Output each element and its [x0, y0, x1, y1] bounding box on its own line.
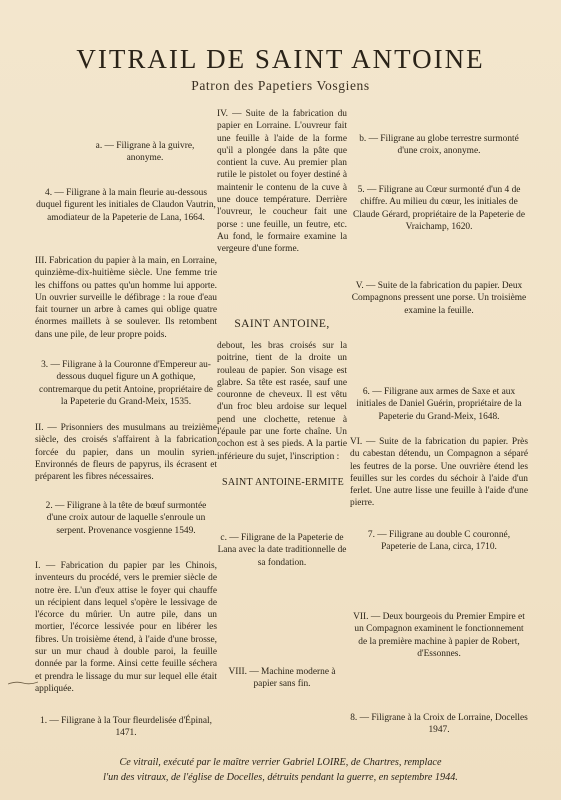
caption-b: b. — Filigrane au globe terrestre surmonté d'une croix, anonyme. — [359, 134, 519, 157]
caption-7: 7. — Filigrane au double C couronné, Papeterie de Lana, circa, 1710. — [367, 530, 511, 553]
page-subtitle: Patron des Papetiers Vosgiens — [191, 78, 370, 93]
caption-VIII: VIII. — Machine moderne à papier sans fin. — [228, 667, 336, 690]
caption-8: 8. — Filigrane à la Croix de Lorraine, Docelles 1947. — [350, 713, 528, 736]
caption-6: 6. — Filigrane aux armes de Saxe et aux initiales de Daniel Guérin, propriétaire de la Papeterie du Grand-Meix, 1648. — [356, 387, 522, 422]
saint-antoine-inscription: SAINT ANTOINE-ERMITE — [221, 477, 344, 488]
caption-1: 1. — Filigrane à la Tour fleurdelisée d'Épinal, 1471. — [40, 716, 212, 739]
caption-3: 3. — Filigrane à la Couronne d'Empereur au-dessous duquel figure un A gothique, contremarque du petit Antoine, propriétaire de la Papeterie du Grand-Meix, 1535. — [39, 360, 213, 407]
caption-a — [70, 140, 220, 165]
ink-mark — [8, 680, 38, 686]
caption-IV: IV. — Suite de la fabrication du papier en Lorraine. L'ouvreur fait une feuille à l'aide de la forme qu'il a plongée dans la pâte que contient la cuve. Au premier plan rutile le pistolet ou foyer destiné à maintenir le contenu de la cuve à une douce température. Derrière l'ouvreur, le coucheur fait une porse : une feuille, un feutre, etc. Au fond, le formaire examine la vergeure d'une forme. — [217, 109, 347, 255]
saint-antoine-text: debout, les bras croisés sur la poitrine, tient de la droite un rouleau de papier. Son visage est glabre. Sa tête est rasée, sauf une couronne de cheveux. Il est vêtu d'un froc bleu ardoise sur lequel pend une clochette, retenue à l'épaule par une forte chaîne. Un cochon est à ses pieds. A la partie inférieure du sujet, l'inscription : — [217, 341, 347, 462]
saint-antoine-heading: SAINT ANTOINE, — [234, 318, 330, 330]
caption-III: III. Fabrication du papier à la main, en Lorraine, quinzième-dix-huitième siècle. Une femme trie les chiffons ou pattes qu'un homme lui apporte. Un ouvrier surveille le défibrage : la roue d'eau fait tourner un arbre à cames qui oblige quatre énormes maillets à se soulever. Ils retombent dans une pile, de leur propre poids. — [35, 256, 217, 340]
footer-line-2: l'un des vitraux, de l'église de Docelles, détruits pendant la guerre, en septembre 1944. — [103, 772, 458, 783]
caption-I: I. — Fabrication du papier par les Chinois, inventeurs du procédé, vers le premier siècle de notre ère. L'un d'eux attise le foyer qui chauffe un récipient dans lequel s'opère le lessivage de l'écorce du mûrier. Un autre pile, dans un mortier, l'écorce lessivée pour en libérer les fibres. Un troisième étend, à l'aide d'une brosse, sur un mur chaud à double paroi, la feuille donnée par la forme. Ainsi cette feuille séchera et prendra le lissage du mur sur lequel elle était appliquée. — [35, 561, 217, 694]
caption-4: 4. — Filigrane à la main fleurie au-dessous duquel figurent les initiales de Claudon Vautrin, amodiateur de la Papeterie de Lana, 1664. — [36, 188, 216, 223]
page-title: VITRAIL DE SAINT ANTOINE — [76, 44, 485, 74]
caption-a-line2: anonyme. — [126, 153, 164, 164]
caption-V: V. — Suite de la fabrication du papier. Deux Compagnons pressent une porse. Un troisième examine la feuille. — [351, 281, 527, 316]
caption-c: c. — Filigrane de la Papeterie de Lana avec la date traditionnelle de sa fondation. — [217, 533, 347, 568]
caption-VII: VII. — Deux bourgeois du Premier Empire et un Compagnon examinent le fonctionnement de la première machine à papier de Robert, d'Essonnes. — [353, 612, 525, 659]
caption-a-line1: a. — Filigrane à la guivre, — [95, 141, 195, 151]
footer-line-1: Ce vitrail, exécuté par le maître verrier Gabriel LOIRE, de Chartres, remplace — [119, 757, 442, 768]
caption-VI: VI. — Suite de la fabrication du papier. Près du cabestan détendu, un Compagnon a séparé les feutres de la porse. Une ouvrière étend les feuilles sur les cordes du séchoir à l'aide d'un ferlet. Une autre lisse une feuille à l'aide d'une pierre. — [350, 437, 528, 509]
footer-note — [40, 755, 521, 785]
caption-II: II. — Prisonniers des musulmans au treizième siècle, des croisés s'affairent à la fabrication forcée du papier, dans un moulin syrien. Environnés de fleurs de papyrus, ils écrasent et préparent les fibres nécessaires. — [35, 423, 217, 483]
caption-5: 5. — Filigrane au Cœur surmonté d'un 4 de chiffre. Au milieu du cœur, les initiales de Claude Gérard, propriétaire de la Papeterie de Vraichamp, 1620. — [352, 185, 526, 232]
caption-2: 2. — Filigrane à la tête de bœuf surmontée d'une croix autour de laquelle s'enroule un serpent. Provenance vosgienne 1549. — [45, 501, 207, 536]
